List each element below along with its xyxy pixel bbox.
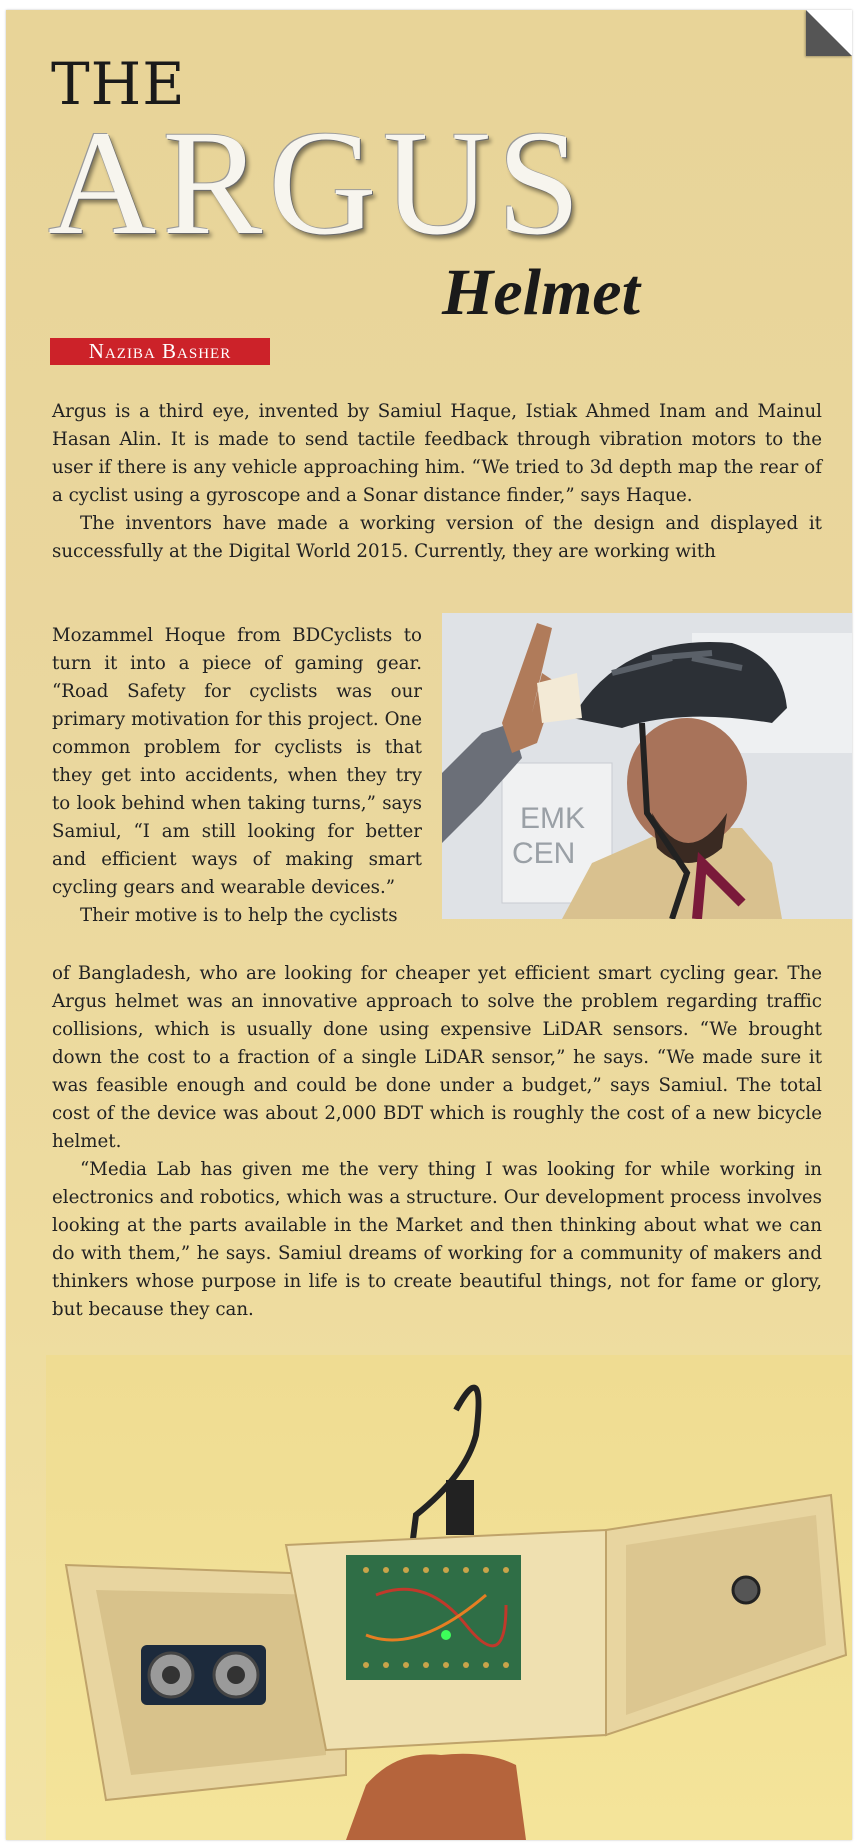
title-the: THE	[51, 50, 186, 118]
article-body-narrow	[52, 622, 422, 930]
title-argus: ARGUS	[48, 100, 587, 266]
paragraph-2-start: The inventors have made a working version of the design and displayed it successfully at the Digital World 2015. Currently, they are working with	[52, 513, 822, 562]
helmet-wearer-illustration	[442, 613, 852, 919]
author-byline: Naziba Basher	[50, 338, 270, 365]
article-page	[6, 10, 852, 1840]
paragraph-2-cont: Mozammel Hoque from BDCyclists to turn it into a piece of gaming gear. “Road Safety for cyclists was our primary motivation for this project. One common problem for cyclists is that they get into accidents, when they try to look behind when taking turns,” says Samiul, “I am still looking for better and efficient ways of making smart cycling gears and wearable devices.”	[52, 625, 422, 898]
photo-argus-device	[46, 1355, 852, 1840]
paragraph-3-cont: of Bangladesh, who are looking for cheaper yet efficient smart cycling gear. The Argus helmet was an innovative approach to solve the problem regarding traffic collisions, which is usually done using expensive LiDAR sensors. “We brought down the cost to a fraction of a single LiDAR sensor,” he says. “We made sure it was feasible enough and could be done under a budget,” says Samiul. The total cost of the device was about 2,000 BDT which is roughly the cost of a new bicycle helmet.	[52, 963, 822, 1152]
argus-device-illustration	[46, 1355, 852, 1840]
article-body-top	[52, 398, 822, 566]
photo-helmet-wearer	[442, 613, 852, 919]
title-helmet: Helmet	[442, 256, 640, 329]
paragraph-4: “Media Lab has given me the very thing I was looking for while working in electronics and robotics, which was a structure. Our development process involves looking at the parts available in the Market and then thinking about what we can do with them,” he says. Samiul dreams of working for a community of makers and thinkers whose purpose in life is to create beautiful things, not for fame or glory, but because they can.	[52, 1159, 822, 1320]
page-corner-fold	[806, 10, 852, 56]
article-body-bottom	[52, 960, 822, 1324]
paragraph-1: Argus is a third eye, invented by Samiul Haque, Istiak Ahmed Inam and Mainul Hasan Alin. It is made to send tactile feedback through vibration motors to the user if there is any vehicle approaching him. “We tried to 3d depth map the rear of a cyclist using a gyroscope and a Sonar distance finder,” says Haque.	[52, 401, 822, 506]
sign-text-2: CEN	[512, 837, 576, 870]
paragraph-3-start: Their motive is to help the cyclists	[80, 905, 398, 926]
sign-text-1: EMK	[520, 802, 586, 835]
